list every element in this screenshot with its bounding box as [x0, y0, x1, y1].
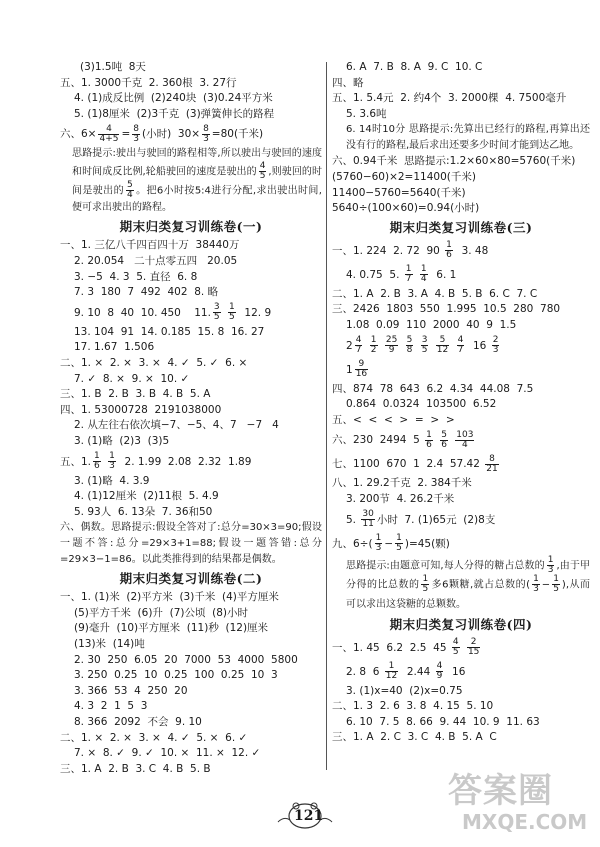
answer-line: 6. A 7. B 8. A 9. C 10. C — [346, 61, 483, 73]
answer-line: (13)米 (14)吨 — [74, 638, 145, 651]
answer-line: (5)平方千米 (6)升 (7)公顷 (8)小时 — [74, 606, 249, 619]
answer-line: 7. 3 180 7 492 402 8. 略 — [74, 286, 219, 299]
answer-line: 五、1. 3000千克 2. 360根 3. 27行 — [60, 76, 237, 89]
answer-line: 一、1. 224 2. 72 90 $\frac{1}{6}$ 3. 48 — [332, 240, 489, 261]
answer-line: 4. 0.75 5. $\frac{1}{7}$ $\frac{1}{4}$ 6. 1 — [346, 264, 457, 285]
answer-line: 一、1. 45 6.2 2.5 45 $\frac{4}{5}$ $\frac{2}{15}$ — [332, 637, 480, 657]
answer-line: 五、1. $\frac{1}{6}$ $\frac{1}{3}$ 2. 1.99 2.08 2.32 1.89 — [60, 451, 252, 471]
section-title: 期末归类复习训练卷(三) — [389, 219, 533, 235]
answer-line: 一、1. (1)米 (2)平方米 (3)千米 (4)平方厘米 — [60, 591, 279, 604]
answer-line: 6. 10 7. 5 8. 66 9. 44 10. 9 11. 63 — [346, 715, 540, 728]
answer-line: 11400−5760=5640(千米) — [332, 186, 466, 199]
answer-line: 二、1. 3 2. 6 3. 8 4. 15 5. 10 — [332, 700, 494, 713]
answer-line: 1 $\frac{9}{16}$ — [346, 359, 368, 380]
answer-line: 2. 从左往右依次填−7、−5、4、7 −7 4 — [74, 419, 279, 432]
answer-line: 2. 20.054 二十点零五四 20.05 — [74, 254, 238, 267]
answer-line: 4. (1)成反比例 (2)240块 (3)0.24平方米 — [74, 92, 273, 105]
answer-line: 三、2426 1803 550 1.995 10.5 280 780 — [332, 303, 561, 316]
answer-line: 四、874 78 643 6.2 4.34 44.08 7.5 — [332, 382, 534, 395]
answer-line: (9)毫升 (10)平方厘米 (11)秒 (12)厘米 — [74, 622, 269, 635]
answer-line: 六、6× $\frac{4}{4+5}$ = $\frac{8}{3}$ (小时) 30× $\frac{8}{3}$ =80(千米) — [60, 123, 264, 144]
hint-note: 思路提示:由题意可知,每人分得的糖占总数的 $\frac{1}{3}$ ,由于甲分得的比总数的 $\frac{1}{5}$ 多6颗糖,就占总数的( $\frac{1}{3}$ − $\frac{1}{5}$ ),从而可以求出这袋糖的总颗数。 — [346, 554, 590, 610]
left-column — [60, 60, 322, 777]
answer-line: 3. (1)x=40 (2)x=0.75 — [346, 684, 463, 697]
answer-line: 0.864 0.0324 103500 6.52 — [346, 398, 497, 411]
answer-line: 5. 93人 6. 13朵 7. 36和50 — [74, 505, 213, 518]
answer-line: (5760−60)×2=11400(千米) — [332, 170, 476, 183]
answer-line: 四、略 — [332, 76, 364, 89]
answer-line: 七、1100 670 1 2.4 57.42 $\frac{8}{21}$ — [332, 453, 498, 474]
answer-line: 4. (1)12厘米 (2)11根 5. 4.9 — [74, 490, 219, 503]
answer-line: 5. $\frac{30}{11}$ 小时 7. (1)65元 (2)8支 — [346, 509, 496, 529]
section-title: 期末归类复习训练卷(一) — [119, 219, 263, 235]
answer-line: 一、1. 三亿八千四百四十万 38440万 — [60, 239, 240, 252]
answer-line: 3. 366 53 4 250 20 — [74, 684, 188, 697]
page-number: 121 — [294, 808, 324, 824]
answer-line: 9. 10 8 40 10. 450 11. $\frac{3}{5}$ $\frac{1}{5}$ 12. 9 — [74, 302, 272, 323]
answer-line: 三、1. A 2. B 3. C 4. B 5. B — [60, 762, 211, 775]
watermark — [448, 772, 588, 846]
watermark-title: 答案圈 — [448, 771, 553, 811]
answer-line: 三、1. A 2. C 3. C 4. B 5. A C — [332, 731, 497, 744]
answer-line: 2 $\frac{4}{7}$ $\frac{1}{2}$ $\frac{25}{9}$ $\frac{5}{8}$ $\frac{3}{5}$ $\frac{5}{12}$ $\frac{4}{7}$ 16 $\frac{2}{3}$ — [346, 335, 499, 356]
answer-line: 7. × 8. ✓ 9. ✓ 10. × 11. × 12. ✓ — [74, 747, 261, 760]
answer-line: 四、1. 53000728 2191038000 — [60, 403, 222, 416]
answer-line: 17. 1.67 1.506 — [74, 341, 155, 354]
hint-note: 思路提示:驶出与驶回的路程相等,所以驶出与驶回的速度和时间成反比例,轮船驶回的速度是驶出的 $\frac{4}{5}$ ,则驶回的时间是驶出的 $\frac{5}{4}$ 。把6小时按5:4进行分配,求出驶出时间,便可求出驶出的路程。 — [72, 148, 322, 214]
answer-line: 3. 200节 4. 26.2千米 — [346, 492, 455, 505]
answer-line: 五、< < < > = > > — [332, 413, 455, 426]
column-divider — [326, 62, 327, 770]
section-title: 期末归类复习训练卷(四) — [389, 616, 533, 632]
answer-line: 7. ✓ 8. × 9. × 10. ✓ — [74, 372, 190, 385]
answer-line: 3. (1)略 (2)3 (3)5 — [74, 434, 170, 447]
answer-line: 九、6÷( $\frac{1}{3}$ − $\frac{1}{5}$ )=45(颗) — [332, 533, 450, 553]
answer-line: 五、1. 5.4元 2. 约4个 3. 2000棵 4. 7500毫升 — [332, 92, 567, 105]
hint-note: 六、偶数。思路提示:假设全答对了:总分=30×3=90;假设一题不答:总分=29×3+1=88;假设一题答错:总分=29×3−1=86。以此类推得到的结果都是偶数。 — [60, 522, 322, 566]
answer-line: 二、1. A 2. B 3. A 4. B 5. B 6. C 7. C — [332, 287, 538, 300]
answer-line: 三、1. B 2. B 3. B 4. B 5. A — [60, 388, 211, 401]
answer-line: 3. (1)略 4. 3.9 — [74, 474, 150, 487]
answer-line: 5640÷(100×60)=0.94(小时) — [332, 202, 480, 215]
answer-line: 3. −5 4. 3 5. 直径 6. 8 — [74, 270, 198, 283]
answer-line: 13. 104 91 14. 0.185 15. 8 16. 27 — [74, 325, 265, 338]
section-title: 期末归类复习训练卷(二) — [119, 571, 263, 587]
watermark-url: MXQE.COM — [462, 810, 588, 834]
answer-line: 2. 30 250 6.05 20 7000 53 4000 5800 — [74, 653, 298, 666]
answer-line: 六、230 2494 5 $\frac{1}{6}$ $\frac{5}{6}$ $\frac{103}{4}$ — [332, 429, 474, 450]
answer-line: 3. 250 0.25 10 0.25 100 0.25 10 3 — [74, 669, 278, 682]
answer-line: 2. 8 6 $\frac{1}{12}$ 2.44 $\frac{4}{9}$ 16 — [346, 661, 466, 681]
answer-line: 1.08 0.09 110 2000 40 9 1.5 — [346, 318, 517, 331]
answer-line: 二、1. × 2. × 3. × 4. ✓ 5. × 6. ✓ — [60, 731, 248, 744]
answer-line: 5. 3.6吨 — [346, 107, 387, 120]
answer-line: 六、0.94千米 思路提示:1.2×60×80=5760(千米) — [332, 155, 576, 168]
right-column — [332, 60, 590, 746]
answer-line: (3)1.5吨 8天 — [80, 61, 146, 73]
hint-note: 6. 14时10分 思路提示:先算出已经行的路程,再算出还没有行的路程,最后求出还要多少时间才能到达乙地。 — [346, 124, 590, 152]
answer-line: 8. 366 2092 不会 9. 10 — [74, 716, 202, 729]
answer-line: 4. 3 2 1 5 3 — [74, 700, 148, 713]
answer-line: 八、1. 29.2千克 2. 384千米 — [332, 477, 472, 490]
answer-line: 5. (1)8厘米 (2)3千克 (3)弹簧伸长的路程 — [74, 107, 275, 120]
answer-line: 二、1. × 2. × 3. × 4. ✓ 5. ✓ 6. × — [60, 356, 248, 369]
